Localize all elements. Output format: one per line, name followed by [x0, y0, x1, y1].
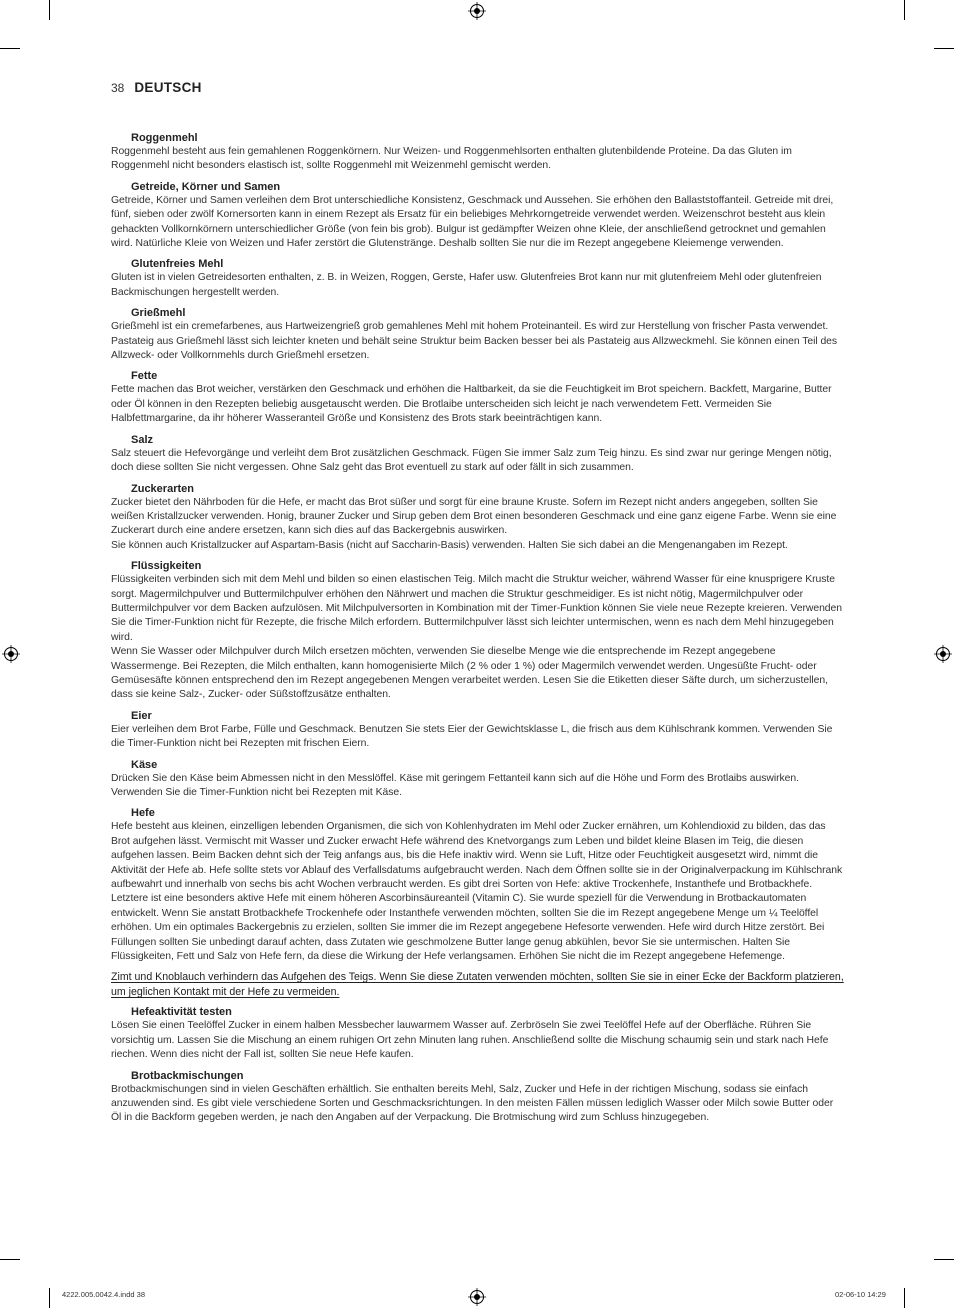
crop-mark [934, 48, 954, 49]
section [111, 131, 845, 174]
section-paragraph: Eier verleihen dem Brot Farbe, Fülle und Geschmack. Benutzen Sie stets Eier der Gewichtsklasse L, die frisch aus dem Kühlschrank kommen. Verwenden Sie die Timer-Funktion nicht bei Rezepten mit frischen Eiern. [111, 723, 833, 750]
crop-mark [0, 1259, 20, 1260]
section-body [111, 320, 845, 363]
section [111, 709, 845, 752]
section-title: Grießmehl [131, 307, 186, 320]
section [111, 482, 845, 554]
section-body [111, 573, 845, 703]
section-paragraph: Gluten ist in vielen Getreidesorten enthalten, z. B. in Weizen, Roggen, Gerste, Hafer usw. Glutenfreies Brot kann nur mit glutenfreiem Mehl oder glutenfreien Backmischungen hergestellt werden. [111, 272, 822, 298]
section [111, 806, 845, 964]
section-body [111, 447, 845, 476]
page-number: 38 [111, 81, 125, 95]
sections-list [111, 131, 845, 964]
section-paragraph: Lösen Sie einen Teelöffel Zucker in einem halben Messbecher lauwarmem Wasser auf. Zerbröseln Sie zwei Teelöffel Hefe auf der Oberfläche. Rühren Sie vorsichtig um. Lassen Sie die Mischung an einem ruhigen Ort zehn Minuten lang ruhen. Anschließend sollte die Mischung schaumig sein und stark nach Hefe riechen. Wenn dies nicht der Fall ist, sollten Sie neue Hefe kaufen. [111, 1020, 829, 1061]
section-paragraph: Grießmehl ist ein cremefarbenes, aus Hartweizengrieß grob gemahlenes Mehl mit hohem Proteinanteil. Es wird zur Herstellung von frischer Pasta verwendet. Pastateig aus Grießmehl lässt sich leichter kneten und behält seine Struktur beim Backen besser bei als Pastateig aus Allzweckmehl. Sie können einen Teil des Allzweck- oder Vollkornmehls durch Grießmehl ersetzen. [111, 321, 838, 362]
section-title: Flüssigkeiten [131, 560, 202, 573]
registration-mark-icon [934, 645, 952, 663]
registration-mark-icon [468, 1288, 486, 1306]
main-content [111, 131, 845, 1126]
section-title: Glutenfreies Mehl [131, 258, 224, 271]
section-paragraph: Drücken Sie den Käse beim Abmessen nicht in den Messlöffel. Käse mit geringem Fettanteil kann sich auf die Höhe und Form des Brotlaibs auswirken. Verwenden Sie die Timer-Funktion nicht bei Rezepten mit Käse. [111, 772, 799, 798]
section-paragraph: Roggenmehl besteht aus fein gemahlenen Roggenkörnern. Nur Weizen- und Roggenmehlsorten enthalten glutenbildende Proteine. Da das Gluten im Roggenmehl nicht besonders elastisch ist, sollte Roggenmehl mit Weizenmehl gemischt werden. [111, 146, 792, 172]
section-title: Brotbackmischungen [131, 1069, 244, 1082]
section [111, 180, 845, 252]
section [111, 257, 845, 300]
crop-mark [904, 0, 905, 20]
language-heading: DEUTSCH [134, 80, 202, 95]
section [111, 1005, 845, 1062]
section [111, 433, 845, 476]
section-paragraph: Hefe besteht aus kleinen, einzelligen lebenden Organismen, die sich von Kohlenhydraten im Mehl oder Zucker ernähren, um Kohlendioxid zu bilden, das das Brot aufgehen lässt. Vermischt mit Wasser und Zucker erwacht Hefe während des Knetvorgangs zum Leben und bildet kleine Blasen im Teig, die diesen aufgehen lassen. Beim Backen dehnt sich der Teig anfangs aus, bis die Hefe inaktiv wird. Wenn sie Luft, Hitze oder Feuchtigkeit ausgesetzt wird, nimmt die Aktivität der Hefe ab. Hefe sollte stets vor Ablauf des Verfallsdatums aufgebraucht werden. Nach dem Öffnen sollte sie in der Originalverpackung im Kühlschrank aufbewahrt und innerhalb von sechs bis acht Wochen verbraucht werden. Es gibt drei Sorten von Hefe: aktive Trockenhefe, Instanthefe und Brotbackhefe. Letztere ist eine besonders aktive Hefe mit einem höheren Ascorbinsäureanteil (Vitamin C). Sie wurde speziell für die Verwendung in Brotbackautomaten entwickelt. Wenn Sie anstatt Brotbackhefe Trockenhefe oder Instanthefe verwenden möchten, sollten Sie die im Rezept angegebene Menge um ¼ Teelöffel erhöhen. Um ein optimales Backergebnis zu erzielen, sollten Sie immer die im Rezept angegebene Hefesorte verwenden. Hefe wird durch Hitze zerstört. Bei Füllungen sollten Sie unbedingt darauf achten, dass Zutaten wie geschmolzene Butter lange genug abkühlen, bevor Sie sie untermischen. Halten Sie Flüssigkeiten, Fett und Salz von Hefe fern, da diese die Wirkung der Hefe verlangsamen. Erhöhen Sie nicht die im Rezept angegebene Hefemenge. [111, 821, 843, 963]
crop-mark [49, 1288, 50, 1308]
section-paragraph: Wenn Sie Wasser oder Milchpulver durch Milch ersetzen möchten, verwenden Sie dieselbe Menge wie die entsprechende im Rezept angegebene Wassermenge. Bei Rezepten, die Milch enthalten, kann homogenisierte Milch (2 % oder 1 %) oder Magermilch verwendet werden. Ungesüßte Frucht- oder Gemüsesäfte können entsprechend den im Rezept angegebenen Mengen verarbeitet werden. Lesen Sie die Etiketten dieser Säfte durch, um sicherzustellen, dass sie keine Salz-, Zucker- oder Süßstoffzusätze enthalten. [111, 646, 828, 701]
registration-mark-icon [468, 2, 486, 20]
section-title: Roggenmehl [131, 132, 198, 144]
crop-mark [904, 1288, 905, 1308]
section-body [111, 383, 845, 426]
section-title: Salz [131, 433, 154, 446]
section-paragraph: Brotbackmischungen sind in vielen Geschäften erhältlich. Sie enthalten bereits Mehl, Salz, Zucker und Hefe in der richtigen Mischung, sodass sie einfach anzuwenden sind. Es gibt viele verschiedene Sorten und Geschmacksrichtungen. In den meisten Fällen müssen lediglich Wasser oder Milch sowie Butter oder Öl in die Backform gegeben werden, je nach den Angaben auf der Verpackung. Die Brotmischung wird zum Schluss hinzugegeben. [111, 1083, 834, 1124]
section-body [111, 1019, 845, 1062]
file-slug: 4222.005.0042.4.indd 38 [62, 1290, 145, 1299]
section-paragraph: Flüssigkeiten verbinden sich mit dem Mehl und bilden so einen elastischen Teig. Milch macht die Struktur weicher, während Wasser für eine knusprigere Kruste sorgt. Magermilchpulver und Buttermilchpulver erhöhen den Nährwert und machen die Struktur geschmeidiger. Es ist nicht nötig, Magermilchpulver oder Buttermilchpulver vor dem Backen aufzulösen. Mit Milchpulversorten in Kombination mit der Timer-Funktion können Sie viele neue Rezepte kreieren. Verwenden Sie die Timer-Funktion nicht für Rezepte, die frische Milch erfordern. Buttermilchpulver lässt sich leichter untermischen, wenn es nach dem Mehl hinzugegeben wird. [111, 574, 842, 643]
crop-mark [49, 0, 50, 20]
section-body [111, 1083, 845, 1126]
sections-list [111, 1005, 845, 1125]
section-title: Fette [131, 370, 158, 383]
section-paragraph: Zucker bietet den Nährboden für die Hefe, er macht das Brot süßer und sorgt für eine braune Kruste. Sofern im Rezept nicht anders angegeben, sollten Sie weißen Kristallzucker verwenden. Honig, brauner Zucker und Sirup geben dem Brot einen besonderen Geschmack und eine ganz eigene Farbe. Wenn sie eine Zuckerart durch eine andere ersetzen, kann sich dies auf das Backergebnis auswirken. [111, 496, 837, 537]
section-title: Hefeaktivität testen [131, 1006, 232, 1019]
section-title: Getreide, Körner und Samen [131, 180, 281, 193]
section-title: Hefe [131, 807, 155, 820]
section-paragraph: Getreide, Körner und Samen verleihen dem Brot unterschiedliche Konsistenz, Geschmack und Aussehen. Sie erhöhen den Ballaststoffanteil. Getreide mit drei, fünf, sieben oder zwölf Kornersorten kann in einem Rezept als Ersatz für ein beliebiges Mehrkorngetreide verwendet werden. Weizenschrot besteht aus klein gehackten Vollkornkörnern unterschiedlicher Größe (von fein bis grob). Bulgur ist gedämpfter Weizen ohne Kleie, der anschließend getrocknet und gemahlen wird. Natürliche Kleie von Weizen und Hafer zerstört die Glutenstränge. Deshalb sollten Sie nur die im Rezept angegebene Kleiemenge verwenden. [111, 194, 834, 250]
section-title: Zuckerarten [131, 482, 194, 495]
section-body [111, 194, 845, 252]
section-paragraph: Salz steuert die Hefevorgänge und verleiht dem Brot zusätzlichen Geschmack. Fügen Sie immer Salz zum Teig hinzu. Es sind zwar nur geringe Mengen nötig, doch diese sollten Sie nicht vergessen. Ohne Salz geht das Brot eventuell zu stark auf oder fällt in sich zusammen. [111, 447, 832, 474]
section [111, 306, 845, 363]
important-note: Zimt und Knoblauch verhindern das Aufgehen des Teigs. Wenn Sie diese Zutaten verwenden möchten, sollten Sie sie in einer Ecke der Backform platzieren, um jeglichen Kontakt mit der Hefe zu vermeiden. [111, 971, 844, 998]
registration-mark-icon [2, 645, 20, 663]
section [111, 369, 845, 426]
section-body [111, 271, 845, 300]
section-paragraph: Fette machen das Brot weicher, verstärken den Geschmack und erhöhen die Haltbarkeit, da sie die Feuchtigkeit im Brot speichern. Backfett, Margarine, Butter oder Öl können in den Rezepten beliebig ausgetauscht werden. Die Brotlaibe unterscheiden sich leicht je nach verwendetem Fett. Vermeiden Sie Halbfettmargarine, da ihr höherer Wasseranteil Größe und Konsistenz des Brots stark beeinträchtigen kann. [111, 384, 832, 425]
section-body [111, 723, 845, 752]
crop-mark [0, 48, 20, 49]
section-title: Käse [131, 758, 158, 771]
crop-mark [934, 1259, 954, 1260]
print-date: 02-06-10 14:29 [835, 1290, 886, 1299]
page-header [111, 80, 202, 98]
section-body [111, 496, 845, 554]
section [111, 559, 845, 703]
section [111, 758, 845, 801]
section-body [111, 820, 845, 964]
section-paragraph: Sie können auch Kristallzucker auf Aspartam-Basis (nicht auf Saccharin-Basis) verwenden. Halten Sie sich dabei an die Mengenangaben im Rezept. [111, 539, 788, 551]
section [111, 1069, 845, 1126]
section-title: Eier [131, 709, 152, 722]
section-body [111, 145, 845, 174]
section-body [111, 772, 845, 801]
